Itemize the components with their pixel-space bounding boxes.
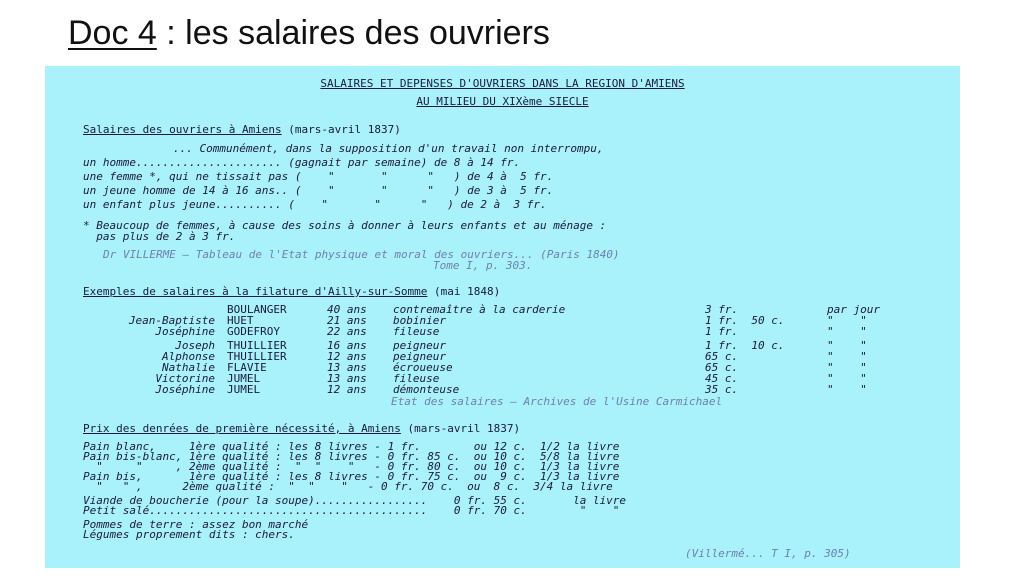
wage-pay: 1 fr. — [705, 325, 739, 338]
section2-title: Exemples de salaires à la filature d'Ailly-sur-Somme — [83, 285, 428, 298]
section1-source: Dr VILLERME — Tableau de l'Etat physique et moral des ouvriers... (Paris 1840) — [103, 248, 620, 261]
doc-label: Doc 4 — [68, 14, 157, 52]
wage-pay: 1 fr. 10 c. — [705, 339, 785, 352]
wage-age: 40 ans — [327, 303, 367, 316]
wage-job: contremaître à la carderie — [393, 303, 566, 316]
wage-pay: 1 fr. 50 c. — [705, 314, 785, 327]
wage-first: Nathalie — [162, 361, 215, 374]
wage-age: 12 ans — [327, 350, 367, 363]
slide-title — [68, 14, 550, 53]
section3-heading — [83, 423, 520, 435]
wage-first: Jean-Baptiste — [128, 314, 215, 327]
wage-age: 13 ans — [327, 361, 367, 374]
price-line: Pain blanc, 1ère qualité : les 8 livres - 1 fr. ou 12 c. 1/2 la livre — [83, 440, 620, 453]
wage-job: fileuse — [393, 325, 440, 338]
doc-heading-2: AU MILIEU DU XIXème SIECLE — [416, 95, 589, 108]
section1-note: pas plus de 2 à 3 fr. — [83, 230, 236, 243]
wage-job: bobinier — [393, 314, 446, 327]
section1-line: un homme...................... (gagnait par semaine) de 8 à 14 fr. — [83, 156, 521, 169]
wage-unit: " " — [827, 361, 867, 374]
price-line: Légumes proprement dits : chers. — [83, 528, 295, 541]
section1-intro: ... Communément, dans la supposition d'un travail non interrompu, — [173, 142, 604, 155]
section3-source: (Villermé... T I, p. 305) — [685, 547, 851, 560]
price-line: " " , 2ème qualité : " " " - 0 fr. 80 c. ou 10 c. 1/3 la livre — [83, 460, 620, 473]
wage-pay: 65 c. — [705, 361, 739, 374]
wage-age: 21 ans — [327, 314, 367, 327]
section1-line: un enfant plus jeune.......... ( " " " ) de 2 à 3 fr. — [83, 198, 547, 211]
section3-title: Prix des denrées de première nécessité, à Amiens — [83, 422, 401, 435]
section3-date: (mars-avril 1837) — [400, 422, 521, 435]
wage-job: écroueuse — [393, 361, 453, 374]
wage-unit: " " — [827, 325, 867, 338]
wage-job: démonteuse — [393, 383, 460, 396]
price-line: " " , 2ème qualité : " " " - 0 fr. 70 c. ou 8 c. 3/4 la livre — [83, 480, 613, 493]
wage-pay: 35 c. — [705, 383, 739, 396]
wage-job: fileuse — [393, 372, 440, 385]
wage-age: 22 ans — [327, 325, 367, 338]
wage-last: JUMEL — [227, 372, 261, 385]
section2-source: Etat des salaires — Archives de l'Usine Carmichael — [391, 395, 723, 408]
wage-last: HUET — [227, 314, 254, 327]
wage-age: 13 ans — [327, 372, 367, 385]
wage-last: THUILLIER — [227, 339, 287, 352]
price-line: Pain bis, 1ère qualité : les 8 livres - 0 fr. 75 c. ou 9 c. 1/3 la livre — [83, 470, 620, 483]
document-scan — [45, 66, 960, 568]
wage-first: Joséphine — [155, 325, 215, 338]
wage-job: peigneur — [393, 350, 446, 363]
section2-date: (mai 1848) — [427, 285, 501, 298]
wage-first: Victorine — [155, 372, 215, 385]
wage-last: THUILLIER — [227, 350, 287, 363]
wage-unit: " " — [827, 372, 867, 385]
wage-pay: 65 c. — [705, 350, 739, 363]
wage-pay: 45 c. — [705, 372, 739, 385]
wage-pay: 3 fr. — [705, 303, 739, 316]
section1-line: une femme *, qui ne tissait pas ( " " " ) de 4 à 5 fr. — [83, 170, 554, 183]
wage-first: Alphonse — [162, 350, 215, 363]
wage-unit: par jour — [827, 303, 880, 316]
wage-unit: " " — [827, 339, 867, 352]
section1-note: * Beaucoup de femmes, à cause des soins à donner à leurs enfants et au ménage : — [83, 219, 607, 232]
title-text: : les salaires des ouvriers — [156, 14, 550, 52]
wage-unit: " " — [827, 314, 867, 327]
wage-unit: " " — [827, 350, 867, 363]
doc-heading-1: SALAIRES ET DEPENSES D'OUVRIERS DANS LA REGION D'AMIENS — [320, 77, 685, 90]
wage-last: BOULANGER — [227, 303, 287, 316]
section1-line: un jeune homme de 14 à 16 ans.. ( " " " ) de 3 à 5 fr. — [83, 184, 554, 197]
price-line: Viande de boucherie (pour la soupe)................. 0 fr. 55 c. la livre — [83, 494, 627, 507]
wage-job: peigneur — [393, 339, 446, 352]
wage-age: 12 ans — [327, 383, 367, 396]
wage-last: FLAVIE — [227, 361, 267, 374]
wage-age: 16 ans — [327, 339, 367, 352]
section2-heading — [83, 286, 500, 298]
wage-first: Joseph — [175, 339, 215, 352]
section1-date: (mars-avril 1837) — [281, 123, 401, 136]
wage-last: JUMEL — [227, 383, 261, 396]
price-line: Pain bis-blanc, 1ère qualité : les 8 livres - 0 fr. 85 c. ou 10 c. 5/8 la livre — [83, 450, 620, 463]
price-line: Pommes de terre : assez bon marché — [83, 518, 309, 531]
section1-source: Tome I, p. 303. — [433, 259, 533, 272]
wage-unit: " " — [827, 383, 867, 396]
price-line: Petit salé.......................................... 0 fr. 70 c. " " — [83, 504, 620, 517]
section1-title: Salaires des ouvriers à Amiens — [83, 123, 282, 136]
wage-last: GODEFROY — [227, 325, 280, 338]
section1-heading — [83, 124, 401, 136]
wage-first: Joséphine — [155, 383, 215, 396]
